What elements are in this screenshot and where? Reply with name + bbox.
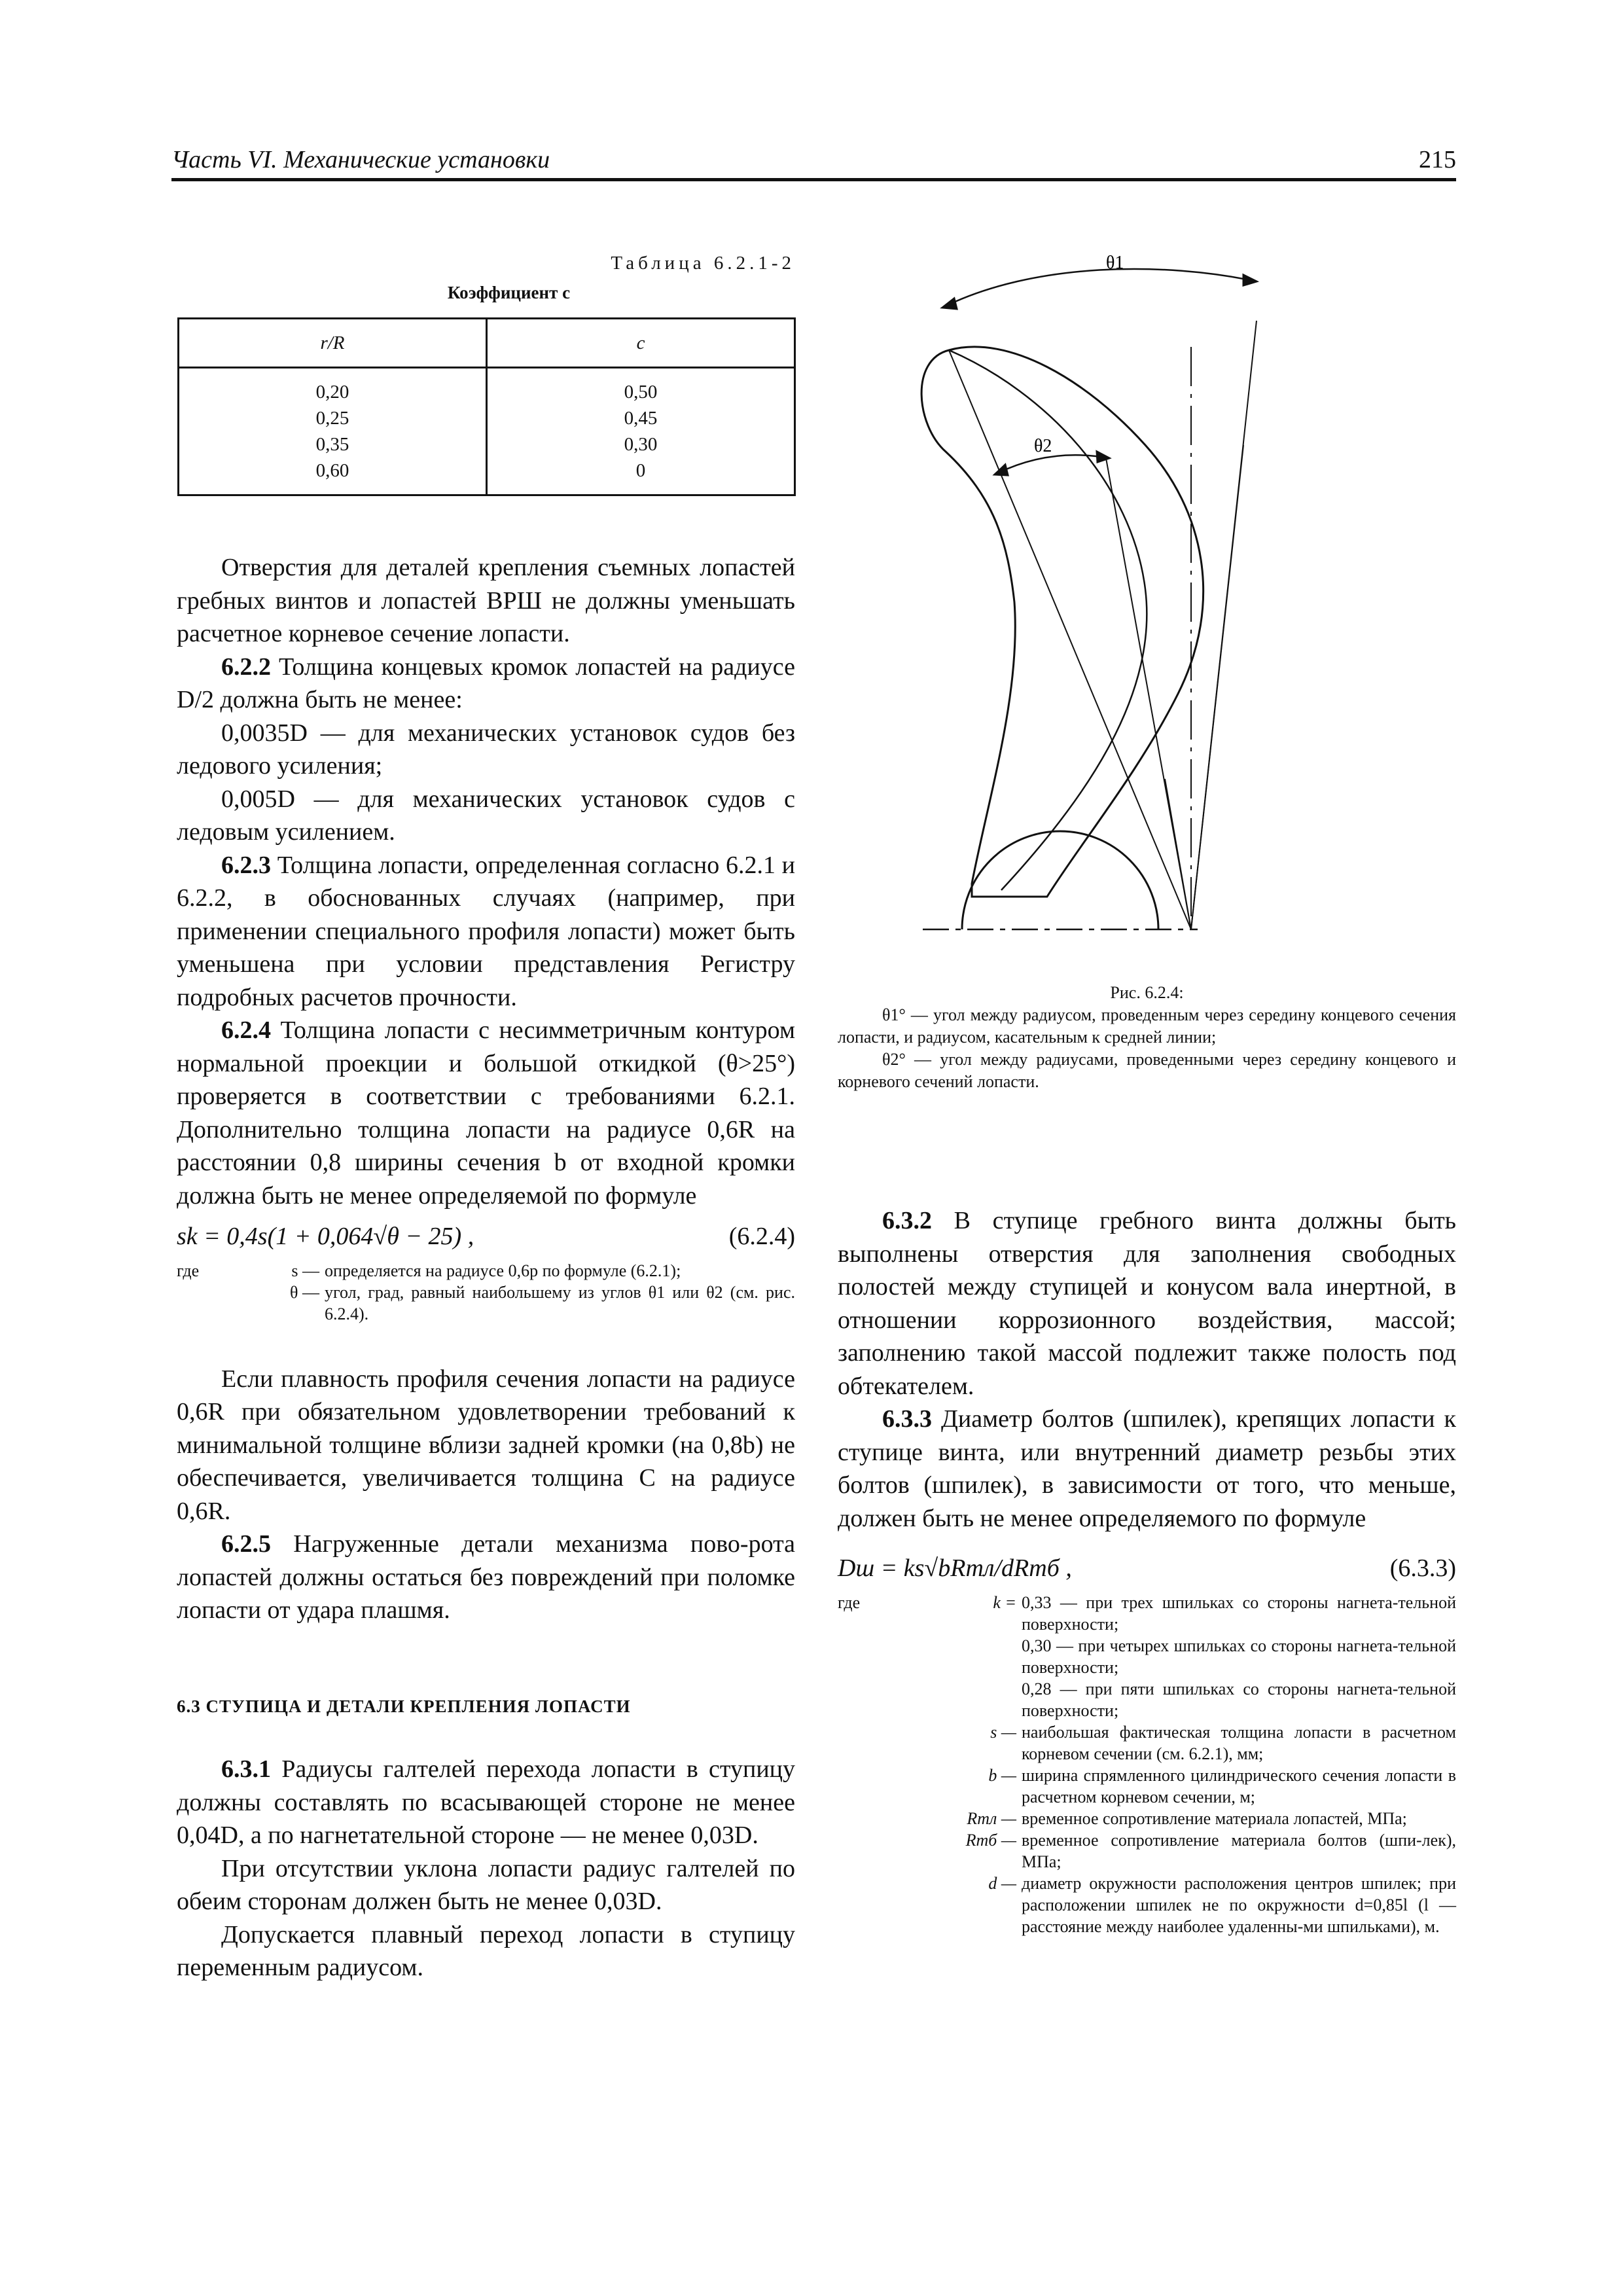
clause-number: 6.2.4 [221,1016,271,1044]
table-row [179,368,795,495]
paragraph-smoothness: Если плавность профиля сечения лопасти на радиусе 0,6R при обязательном удовлетворении требований к минимальной толщине вблизи задней кромки (на 0,8b) не обеспечивается, увеличивается толщина С на радиусе 0,6R. [177,1365,795,1525]
formula-expression: sk = 0,4s(1 + 0,064√θ − 25) , [177,1223,474,1250]
paragraph-slope: При отсутствии уклона лопасти радиус галтелей по обеим сторонам должен быть не менее 0,03D. [177,1854,795,1915]
legend-symbol: s — [291,1261,319,1280]
theta1-arc [942,269,1257,308]
formula-number: (6.3.3) [1389,1554,1456,1582]
paragraph-6-2-5: 6.2.5 Нагруженные детали механизма пово-рота лопастей должны остаться без повреждений при поломке лопасти от удара плашмя. [177,1530,795,1624]
legend-symbol: k = [993,1592,1016,1612]
hub-outline [962,831,1158,929]
paragraph-6-3-2: 6.3.2 В ступице гребного винта должны быть выполнены отверстия для заполнения свободных полостей между ступицей и конусом вала инертной, в отношении коррозионного воздействия, массой; заполнению такой массой подлежит также полость под обтекателем. [838,1207,1457,1400]
legend-symbol: b — [988,1765,1016,1785]
paragraph-smooth-transition: Допускается плавный переход лопасти в ступицу переменным радиусом. [177,1920,795,1981]
legend-symbol: Rтб — [965,1830,1016,1850]
paragraph-6-2-2-b: 0,005D — для механических установок судов с ледовым усилением. [177,785,795,846]
legend-symbol: θ — [290,1282,319,1302]
table-header-row [179,319,795,368]
paragraph-6-2-2: 6.2.2 Толщина концевых кромок лопастей на радиусе D/2 должна быть не менее: [177,653,795,713]
legend-symbol [915,1635,1016,1678]
legend-text: 0,33 — при трех шпильках со стороны нагнета-тельной поверхности; [1022,1592,1456,1634]
table-header-cell: r/R [179,319,487,368]
figure-caption-title: Рис. 6.2.4: [1110,983,1184,1002]
formula-expression: Dш = ks√bRтл/dRтб , [838,1554,1072,1582]
clause-number: 6.3.2 [882,1207,932,1234]
paragraph-6-3-3: 6.3.3 Диаметр болтов (шпилек), крепящих лопасти к ступице винта, или внутренний диаметр резьбы этих болтов (шпилек), в зависимости от того, что меньше, должен быть не менее определяемого по формуле [838,1405,1456,1532]
clause-number: 6.3.3 [882,1405,932,1433]
blade-middle-line [949,350,1147,890]
legend-symbol: d — [988,1873,1016,1893]
running-header-title: Часть VI. Механические установки [171,146,550,173]
legend-text: определяется на радиусе 0,6р по формуле (6.2.1); [325,1261,681,1280]
formula-legend-6-3-3 [838,1592,1456,1937]
theta2-arrow-left [995,465,1008,475]
table-cell-c: 0,50 0,45 0,30 0 [487,368,795,495]
paragraph-holes: Отверстия для деталей крепления съемных лопастей гребных винтов и лопастей ВРШ не должны уменьшать расчетное корневое сечение лопасти. [177,554,795,647]
right-column [838,1204,1456,1937]
paragraph-6-2-3: 6.2.3 Толщина лопасти, определенная согласно 6.2.1 и 6.2.2, в обоснованных случаях (например, при применении специального профиля лопасти) может быть уменьшена при условии представления Регистру подробных расчетов прочности. [177,851,795,1011]
clause-number: 6.2.2 [221,653,271,681]
legend-text: наибольшая фактическая толщина лопасти в расчетном корневом сечении (см. 6.2.1), мм; [1022,1722,1456,1763]
formula-6-3-3 [838,1552,1456,1585]
table-cell-r-over-R: 0,20 0,25 0,35 0,60 [179,368,487,495]
legend-text: угол, град, равный наибольшему из углов θ1 или θ2 (см. рис. 6.2.4). [325,1282,795,1323]
formula-legend-6-2-4 [177,1260,795,1325]
legend-text: 0,28 — при пяти шпильках со стороны нагнета-тельной поверхности; [1022,1679,1456,1720]
page-number: 215 [1419,146,1456,173]
table-title: Коэффициент c [447,283,571,302]
formula-6-2-4 [177,1220,795,1253]
section-heading-6-3: 6.3 СТУПИЦА И ДЕТАЛИ КРЕПЛЕНИЯ ЛОПАСТИ [177,1696,631,1716]
figure-caption-theta2: θ2° — угол между радиусами, проведенными через середину концевого и корневого сечений лопасти. [838,1050,1456,1091]
legend-symbol: Rтл — [967,1808,1016,1828]
formula-number: (6.2.4) [728,1223,795,1250]
clause-number: 6.3.1 [221,1755,271,1783]
paragraph-6-2-2-a: 0,0035D — для механических установок судов без ледового усиления; [177,719,795,780]
legend-text: ширина спрямленного цилиндрического сечения лопасти в расчетном корневом сечении, м; [1022,1765,1456,1806]
coefficient-table [177,317,796,496]
table-header-cell: c [487,319,795,368]
theta1-arrow-right [1243,275,1257,285]
theta2-arc [995,455,1109,475]
where-word: где [177,1261,200,1280]
paragraph-6-2-4: 6.2.4 Толщина лопасти с несимметричным контуром нормальной проекции и большой откидкой (θ>25°) проверяется в соответствии с требованиями 6.2.1. Дополнительно толщина лопасти на радиусе 0,6R на расстоянии 0,8 ширины сечения b от входной кромки должна быть не менее определяемой по формуле [177,1016,795,1210]
propeller-blade-figure [838,236,1456,1008]
clause-number: 6.2.3 [221,851,271,879]
radius-line [1191,445,1243,929]
legend-symbol: s — [990,1722,1016,1742]
figure-caption-theta1: θ1° — угол между радиусом, проведенным через середину концевого сечения лопасти, и радиусом, касательным к средней линии; [838,1005,1456,1047]
figure-caption [838,982,1456,1093]
legend-symbol [915,1678,1016,1721]
where-word: где [838,1592,861,1612]
theta1-arrow-left [942,298,957,309]
legend-text: диаметр окружности расположения центров шпилек; при расположении шпилек не по окружности d=0,85l (l — расстояние между наиболее удаленны-ми шпильками), м. [1022,1873,1456,1936]
table-caption: Таблица 6.2.1-2 [611,253,795,274]
clause-number: 6.2.5 [221,1530,271,1558]
legend-text: 0,30 — при четырех шпильках со стороны нагнета-тельной поверхности; [1022,1636,1456,1677]
header-rule [171,178,1456,181]
radius-line [1165,779,1191,929]
legend-text: временное сопротивление материала лопастей, МПа; [1022,1808,1407,1828]
label-theta2: θ2 [1034,436,1052,456]
left-column [177,551,795,1984]
paragraph-6-3-1: 6.3.1 Радиусы галтелей перехода лопасти в ступицу должны составлять по всасывающей стороне не менее 0,04D, а по нагнетательной стороне — не менее 0,03D. [177,1755,796,1849]
label-theta1: θ1 [1106,253,1124,273]
legend-text: временное сопротивление материала болтов (шпи-лек), МПа; [1022,1830,1456,1871]
theta2-arrow-right [1097,452,1109,462]
